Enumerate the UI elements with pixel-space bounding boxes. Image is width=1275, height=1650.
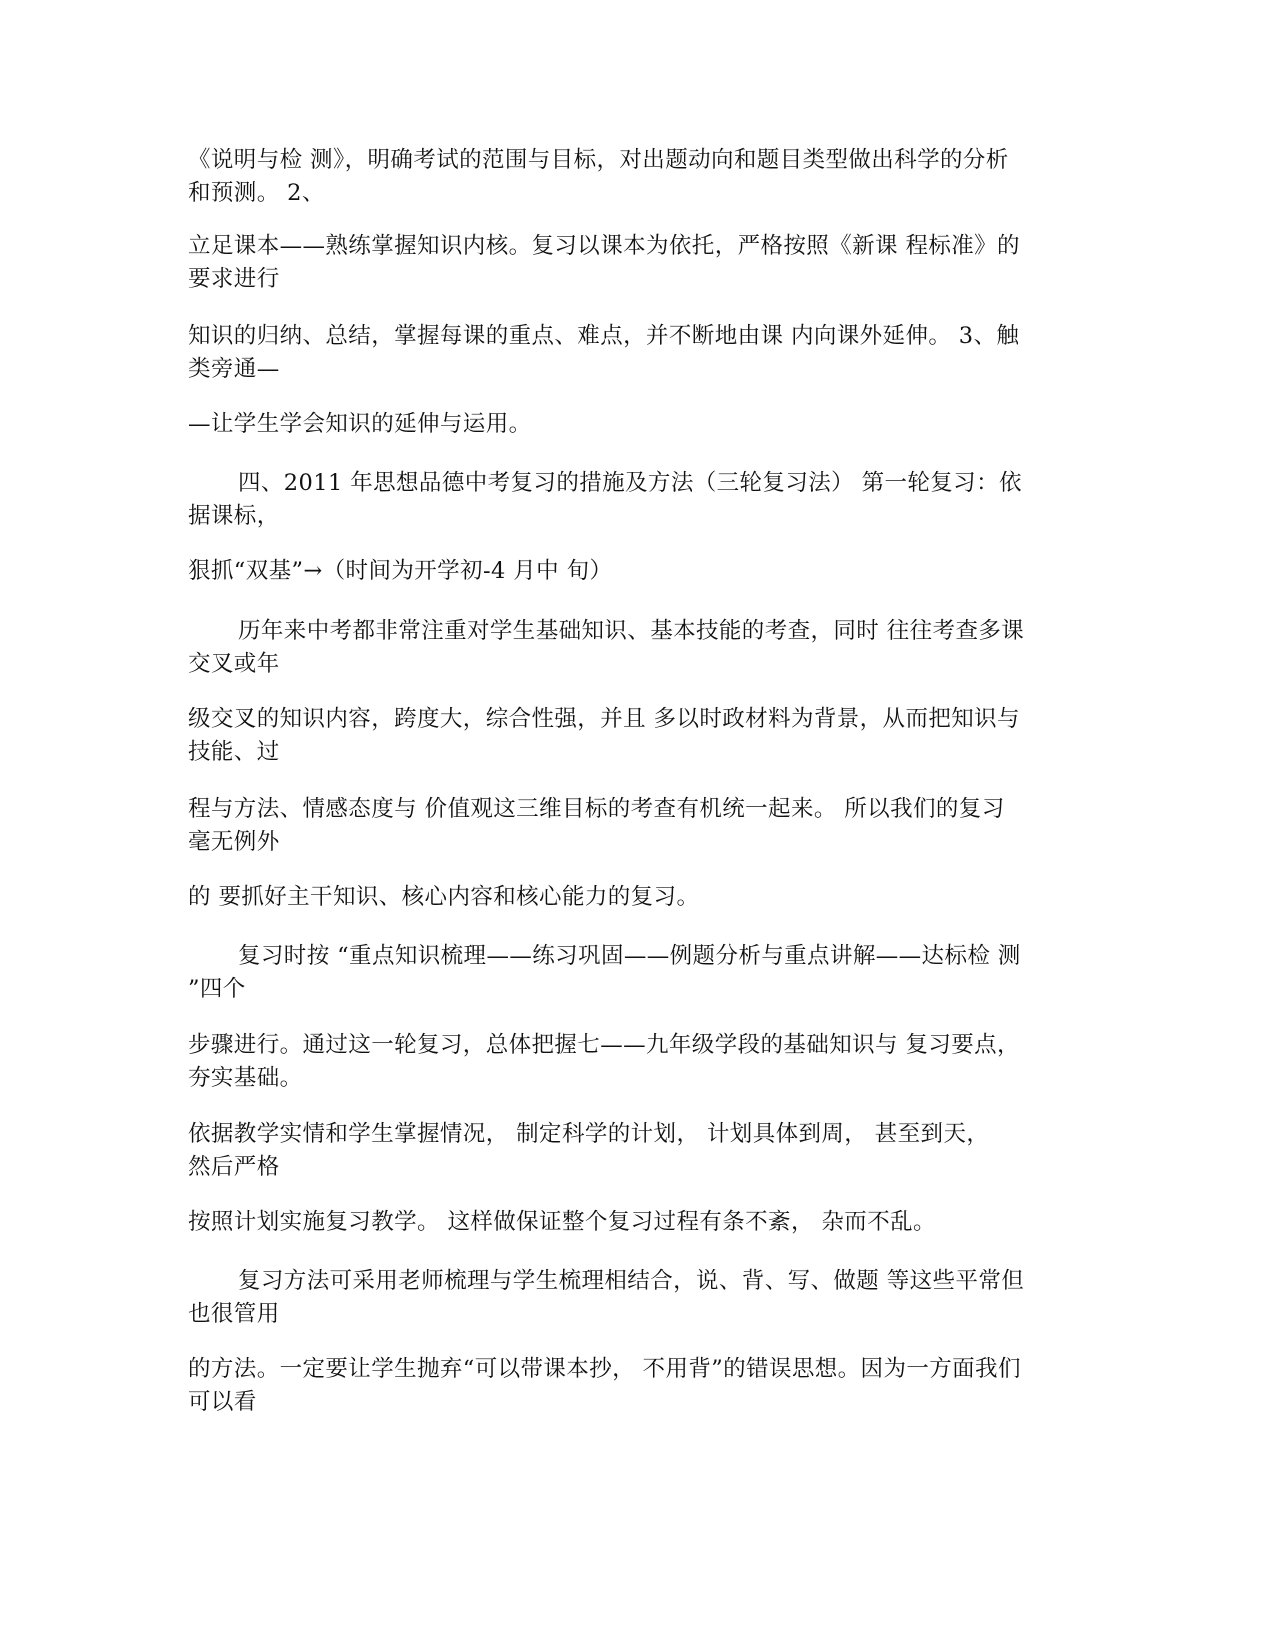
- text-line: 立足课本——熟练掌握知识内核。复习以课本为依托，严格按照《新课 程标准》的: [188, 233, 1020, 259]
- text-line: 技能、过: [188, 739, 280, 765]
- text-line: 复习时按 “重点知识梳理——练习巩固——例题分析与重点讲解——达标检 测: [238, 943, 1021, 969]
- paragraph-knowledge-summary: [188, 320, 1098, 386]
- paragraph-methods: [188, 1265, 1098, 1331]
- text-line: 复习方法可采用老师梳理与学生梳理相结合，说、背、写、做题 等这些平常但: [238, 1268, 1025, 1294]
- text-line: 交叉或年: [188, 651, 280, 677]
- text-line: 《说明与检 测》，明确考试的范围与目标，对出题动向和题目类型做出科学的分析: [188, 147, 1009, 173]
- section-heading-measures: [188, 467, 1098, 533]
- paragraph-review-steps: [188, 940, 1098, 1006]
- text-line: 步骤进行。通过这一轮复习，总体把握七——九年级学段的基础知识与 复习要点，: [188, 1032, 1020, 1058]
- text-line: 要求进行: [188, 266, 280, 292]
- text-line: 可以看: [188, 1389, 257, 1415]
- text-line: 的方法。一定要让学生抛弃“可以带课本抄， 不用背”的错误思想。因为一方面我们: [188, 1356, 1021, 1382]
- text-line: 级交叉的知识内容，跨度大，综合性强，并且 多以时政材料为背景，从而把知识与: [188, 706, 1020, 732]
- paragraph-timeline: [188, 555, 1098, 588]
- text-line: 按照计划实施复习教学。 这样做保证整个复习过程有条不紊， 杂而不乱。: [188, 1209, 936, 1235]
- text-line: 也很管用: [188, 1301, 280, 1327]
- paragraph-cross-content: [188, 703, 1098, 769]
- text-line: 的 要抓好主干知识、核心内容和核心能力的复习。: [188, 884, 700, 910]
- text-line: ”四个: [188, 976, 246, 1002]
- paragraph-textbook-basis: [188, 230, 1098, 296]
- text-line: 类旁通—: [188, 356, 280, 382]
- text-line: 依据教学实情和学生掌握情况， 制定科学的计划， 计划具体到周， 甚至到天，: [188, 1121, 990, 1147]
- text-line: 夯实基础。: [188, 1065, 303, 1091]
- text-line: —让学生学会知识的延伸与运用。: [188, 411, 532, 437]
- paragraph-exam-analysis: [188, 144, 1098, 210]
- paragraph-execution: [188, 1206, 1098, 1239]
- text-line: 毫无例外: [188, 829, 280, 855]
- text-line: 知识的归纳、总结，掌握每课的重点、难点，并不断地由课 内向课外延伸。 3、触: [188, 323, 1020, 349]
- text-line: 和预测。 2、: [188, 180, 325, 206]
- paragraph-memorization: [188, 1353, 1098, 1419]
- text-line: 历年来中考都非常注重对学生基础知识、基本技能的考查，同时 往往考查多课: [238, 618, 1025, 644]
- paragraph-core-review: [188, 881, 1098, 914]
- paragraph-planning: [188, 1118, 1098, 1184]
- paragraph-three-dimensions: [188, 793, 1098, 859]
- paragraph-foundation: [188, 1029, 1098, 1095]
- text-line: 四、2011 年思想品德中考复习的措施及方法（三轮复习法） 第一轮复习：依: [238, 470, 1022, 496]
- paragraph-history: [188, 615, 1098, 681]
- text-line: 狠抓“双基”→（时间为开学初-4 月中 旬）: [188, 558, 613, 584]
- paragraph-extension: [188, 408, 1098, 441]
- text-line: 然后严格: [188, 1154, 280, 1180]
- text-line: 程与方法、情感态度与 价值观这三维目标的考查有机统一起来。 所以我们的复习: [188, 796, 1005, 822]
- text-line: 据课标，: [188, 503, 280, 529]
